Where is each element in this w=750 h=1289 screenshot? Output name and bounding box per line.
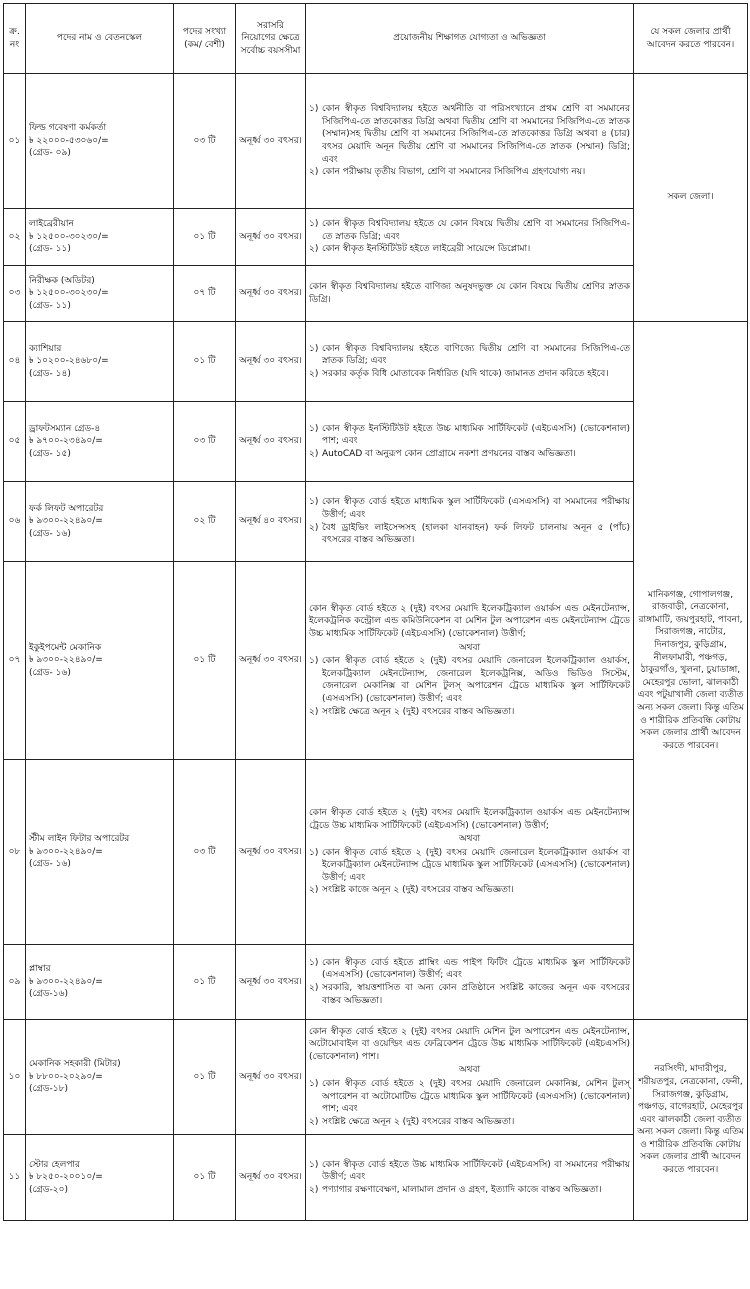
pay-grade: (গ্রেড-১৮) [29, 1084, 68, 1095]
item-text: সংশ্লিষ্ট কাজে অনূন ২ (দুই) বৎসরের বাস্তব অভিজ্ঞতা। [322, 885, 514, 896]
item-text: সংশ্লিষ্ট ক্ষেত্রে অনূন ২ (দুই) বৎসরের বাস্তব অভিজ্ঞতা। [322, 1116, 515, 1127]
post-cell [26, 760, 174, 945]
pay-grade: (গ্রেড- ১১) [29, 244, 71, 255]
job-table [3, 3, 748, 1221]
post-count: ০১ টি [174, 1135, 236, 1221]
serial-number: ০৭ [4, 562, 26, 760]
pay-grade: (গ্রেড- ০৯) [29, 148, 71, 159]
qualification-or: অথবা [458, 642, 481, 653]
age-limit: অনূর্ধ্ব ৩০ বৎসর। [236, 562, 306, 760]
item-number: ২) [309, 244, 319, 255]
item-number: ১) [309, 1159, 319, 1170]
table-row [4, 1020, 748, 1135]
serial-number: ০৬ [4, 482, 26, 562]
qualification-item [309, 847, 630, 885]
qualification-item [309, 1159, 630, 1184]
qualification-cell [306, 562, 634, 760]
item-number: ১) [309, 423, 319, 434]
item-text: কোন স্বীকৃত ইনস্টিটিউট হইতে উচ্চ মাধ্যমিক সার্টিফিকেট (এইচএসসি) (ভোকেশনাল) পাশ; এবং [322, 423, 630, 447]
qualification-cell [306, 266, 634, 322]
item-text: কোন স্বীকৃত ইনস্টিটিউট হইতে লাইব্রেরী সায়েন্সে ডিপ্লোমা। [322, 244, 531, 255]
item-text: কোন স্বীকৃত বোর্ড হইতে প্লাম্বিং এন্ড পাইপ ফিটিং ট্রেডে মাধ্যমিক স্কুল সার্টিফিকেট (এসএসসি) (ভোকেশনাল) উত্তীর্ণ; এবং [322, 957, 630, 981]
post-name: ইকুইপমেন্ট মেকানিক [29, 642, 102, 653]
pay-grade: (গ্রেড- ১১) [29, 300, 71, 311]
item-text: সংশ্লিষ্ট ক্ষেত্রে অনূন ২ (দুই) বৎসরের বাস্তব অভিজ্ঞতা। [322, 706, 515, 717]
qualification-cell [306, 760, 634, 945]
table-row [4, 322, 748, 402]
item-text: কোন স্বীকৃত বিশ্ববিদ্যালয় হইতে বাণিজ্যে দ্বিতীয় শ্রেণি বা সমমানের সিজিপিএ-তে স্নাতক ডিগ্রি; এবং [322, 343, 630, 367]
post-cell [26, 322, 174, 402]
qualification-cell [306, 209, 634, 266]
age-limit: অনূর্ধ্ব ৩০ বৎসর। [236, 209, 306, 266]
pay-grade: (গ্রেড-১৬) [29, 989, 68, 1000]
pay-scale: ৳ ২২০০০-৫৩০৬০/= [29, 135, 109, 146]
item-number: ২) [309, 167, 319, 178]
qualification-item [309, 1116, 630, 1129]
table-body [4, 74, 748, 1221]
post-count: ০১ টি [174, 562, 236, 760]
item-number: ২) [309, 885, 319, 896]
serial-number: ০২ [4, 209, 26, 266]
post-count: ০১ টি [174, 1020, 236, 1135]
item-text: পণ্যাগার রক্ষণাবেক্ষণ, মালামাল প্রদান ও গ্রহণ, ইত্যাদি কাজে বাস্তব অভিজ্ঞতা। [322, 1184, 602, 1195]
item-text: কোন পরীক্ষায় তৃতীয় বিভাগ, শ্রেণি বা সমমানের সিজিপিএ গ্রহণযোগ্য নয়। [322, 167, 586, 178]
post-count: ০২ টি [174, 482, 236, 562]
post-name: ফর্ক লিফট অপারেটর [29, 503, 104, 514]
qualification-cell [306, 1020, 634, 1135]
qualification-item [309, 368, 630, 381]
item-text: কোন স্বীকৃত বিশ্ববিদ্যালয় হইতে অর্থনীতি বা পরিসংখ্যানে প্রথম শ্রেণি বা সমমানের সিজিপিএ-তে স্নাতকোত্তর ডিগ্রি অথবা দ্বিতীয় শ্রেণি বা সমমানের সিজিপিএ-তে স্নাতক (সম্মান)সহ দ্বিতীয় শ্রেণি বা সমমানের সিজিপিএ-তে স্নাতকোত্তর ডিগ্রি অথবা ৪ (চার) বৎসর মেয়াদি অনূন দ্বিতীয় শ্রেণি বা সমমানের সিজিপিএ-তে স্নাতক (সম্মান) ডিগ্রি; এবং [322, 104, 630, 165]
pay-scale: ৳ ১২৫০০-৩০২৩০/= [29, 231, 109, 242]
item-number: ২) [309, 522, 319, 533]
pay-scale: ৳ ৯৩০০-২২৪৯০/= [29, 516, 103, 527]
post-name: স্টীম লাইন ফিটার অপারেটর [29, 834, 130, 845]
header-row [4, 4, 748, 74]
item-text: কোন স্বীকৃত বোর্ড হইতে উচ্চ মাধ্যমিক সার্টিফিকেট (এইচএসসি) বা সমমানের পরীক্ষায় উত্তীর্ণ; এবং [322, 1159, 630, 1183]
item-number: ২) [309, 983, 319, 993]
item-number: ১) [309, 847, 319, 858]
post-cell [26, 1135, 174, 1221]
item-text: কোন স্বীকৃত বোর্ড হইতে মাধ্যমিক স্কুল সার্টিফিকেট (এসএসসি) বা সমমানের পরীক্ষায় উত্তীর্ণ; এবং [322, 497, 630, 520]
item-number: ২) [309, 706, 319, 717]
item-number: ১) [309, 343, 319, 354]
post-count: ০১ টি [174, 945, 236, 1020]
qualification-item [309, 166, 630, 179]
qualification-item [309, 655, 630, 705]
pay-scale: ৳ ৯৩০০-২২৪৯০/= [29, 655, 103, 666]
post-cell [26, 945, 174, 1020]
qualification-item [309, 218, 630, 243]
item-text: কোন স্বীকৃত বোর্ড হইতে ২ (দুই) বৎসর মেয়াদি জেনারেল ইলেকট্রিক্যাল ওয়ার্কস, ইলেকট্রিক্যাল মেইনটেন্যান্স, জেনারেল ইলেকট্রনিক্স, অডিও ভিডিও সিস্টেম, জেনারেল মেকানিক্স বা মেশিন টুলস্ অপারেশন ট্রেডে মাধ্যমিক স্কুল সার্টিফিকেট (এসএসসি) (ভোকেশনাল) উত্তীর্ণ; এবং [322, 656, 630, 704]
item-text: কোন স্বীকৃত বিশ্ববিদ্যালয় হইতে যে কোন বিষয়ে দ্বিতীয় শ্রেণি বা সমমানের সিজিপিএ-তে স্নাতক ডিগ্রি; এবং [322, 219, 630, 242]
age-limit: অনূর্ধ্ব ৩০ বৎসর। [236, 74, 306, 209]
pay-scale: ৳ ৯৩০০-২২৪৯০/= [29, 976, 103, 987]
post-name: ক্যাশিয়ার [29, 343, 62, 354]
qualification-item [309, 448, 630, 461]
qualification-item [309, 243, 630, 256]
post-name: মেকানিক সহকারী (মিটার) [29, 1059, 121, 1070]
item-number: ১) [309, 656, 319, 667]
header-qualification: প্রয়োজনীয় শিক্ষাগত যোগ্যতা ও অভিজ্ঞতা [306, 4, 634, 74]
qualification-item [309, 103, 630, 166]
item-number: ১) [309, 957, 319, 968]
age-limit: অনূর্ধ্ব ৩০ বৎসর। [236, 322, 306, 402]
age-limit: অনূর্ধ্ব ৩০ বৎসর। [236, 266, 306, 322]
qualification-item [309, 957, 630, 982]
item-number: ১) [309, 497, 319, 508]
pay-scale: ৳ ৯৭০০-২৩৪৯০/= [29, 436, 103, 447]
qualification-item [309, 706, 630, 719]
serial-number: ০৪ [4, 322, 26, 402]
districts-group-b: মানিকগঞ্জ, গোপালগঞ্জ, রাজবাড়ী, নেত্রকোনা, রাঙ্গামাটি, জয়পুরহাট, পাবনা, সিরাজগঞ্জ, নাটোর, দিনাজপুর, কুড়িগ্রাম, নীলফামারী, পঞ্চগড়, ঠাকুরগাঁও, খুলনা, চুয়াডাঙ্গা, মেহেরপুর ভোলা, ঝালকাঠী এবং পটুয়াখালী জেলা ব্যতীত অন্য সকল জেলা। কিন্তু এতিম ও শারীরিক প্রতিবন্ধি কোটায় সকল জেলার প্রার্থী আবেদন করতে পারবেন। [634, 322, 748, 1020]
qualification-cell [306, 482, 634, 562]
pay-grade: (গ্রেড- ১৬) [29, 667, 71, 678]
pay-grade: (গ্রেড-২০) [29, 1184, 68, 1195]
qualification-or: অথবা [458, 1065, 481, 1076]
post-cell [26, 1020, 174, 1135]
pay-grade: (গ্রেড- ১৬) [29, 859, 71, 870]
item-number: ২) [309, 368, 319, 379]
item-text: কোন স্বীকৃত বোর্ড হইতে ২ (দুই) বৎসর মেয়াদি জেনারেল ইলেকট্রিক্যাল ওয়ার্কস বা ইলেকট্রিক্যাল মেইনটেন্যান্স ট্রেডে মাধ্যমিক স্কুল সার্টিফিকেট (এসএসসি) (ভোকেশনাল) উত্তীর্ণ; এবং [322, 847, 630, 883]
header-post: পদের নাম ও বেতনস্কেল [26, 4, 174, 74]
age-limit: অনূর্ধ্ব ৪০ বৎসর। [236, 482, 306, 562]
qualification-item [309, 343, 630, 368]
post-cell [26, 74, 174, 209]
post-count: ০৩ টি [174, 402, 236, 482]
qualification-cell [306, 945, 634, 1020]
age-limit: অনূর্ধ্ব ৩০ বৎসর। [236, 402, 306, 482]
post-count: ০৩ টি [174, 74, 236, 209]
item-text: সরকার কর্তৃক বিধি মোতাবেক নির্ধারিত (যদি থাকে) জামানত প্রদান করিতে হইবে। [322, 368, 609, 379]
header-districts: যে সকল জেলার প্রার্থী আবেদন করতে পারবেন। [634, 4, 748, 74]
post-name: লাইব্রেরীয়ান [29, 219, 74, 230]
districts-group-c: নরসিংদী, মাদারীপুর, শরীয়তপুর, নেত্রকোনা, ফেনী, সিরাজগঞ্জ, কুড়িগ্রাম, পঞ্চগড়, বাগেরহাট, মেহেরপুর এবং ঝালকাঠী জেলা ব্যতীত অন্য সকল জেলা। কিন্তু এতিম ও শারীরিক প্রতিবন্ধি কোটায় সকল জেলার প্রার্থী আবেদন করতে পারবেন। [634, 1020, 748, 1221]
item-text: বৈধ ড্রাইভিং লাইসেন্সসহ (হালকা যানবাহন) ফর্ক লিফট চালনায় অনূন ৫ (পাঁচ) বৎসরের বাস্তব অভিজ্ঞতা। [322, 522, 630, 546]
serial-number: ০৩ [4, 266, 26, 322]
post-count: ০৭ টি [174, 266, 236, 322]
post-count: ০১ টি [174, 322, 236, 402]
serial-number: ০১ [4, 74, 26, 209]
serial-number: ০৯ [4, 945, 26, 1020]
post-cell [26, 482, 174, 562]
item-text: AutoCAD বা অনুরূপ কোন প্রোগ্রামে নকশা প্রণয়নের বাস্তব অভিজ্ঞতা। [322, 448, 576, 459]
post-name: ফিল্ড গবেষণা কর্মকর্তা [29, 123, 107, 134]
item-text: কোন স্বীকৃত বোর্ড হইতে ২ (দুই) বৎসর মেয়াদি জেনারেল মেকানিক্স, মেশিন টুলস্ অপারেশন বা অটোমোটিভ ট্রেডে মাধ্যমিক স্কুল সার্টিফিকেট (এসএসসি) (ভোকেশনাল) পাশ; এবং [322, 1079, 630, 1115]
item-number: ২) [309, 448, 319, 459]
table-row [4, 74, 748, 209]
qualification-item [309, 1078, 630, 1116]
qualification-paragraph: কোন স্বীকৃত বোর্ড হইতে ২ (দুই) বৎসর মেয়াদি মেশিন টুল অপারেশন এন্ড মেইনটেন্যান্স, অটোমোবাইল বা ওয়েল্ডিং এন্ড ফেব্রিকেশন ট্রেডে উচ্চ মাধ্যমিক সার্টিফিকেট (এইচএসসি) (ভোকেশনাল) পাশ। [309, 1026, 630, 1062]
age-limit: অনূর্ধ্ব ৩০ বৎসর। [236, 760, 306, 945]
post-name: ড্রাফটসম্যান গ্রেড-৪ [29, 423, 101, 434]
post-name: নিরীক্ষক (অডিটর) [29, 275, 95, 286]
item-number: ১) [309, 104, 319, 115]
qualification-item [309, 982, 630, 1007]
qualification-paragraph: কোন স্বীকৃত বোর্ড হইতে ২ (দুই) বৎসর মেয়াদি ইলেকট্রিক্যাল ওয়ার্কস এন্ড মেইনটেন্যান্স ট্রেডে উচ্চ মাধ্যমিক সার্টিফিকেট (এইচএসসি) (ভোকেশনাল) উত্তীর্ণ; [309, 807, 630, 831]
qualification-cell [306, 74, 634, 209]
header-count: পদের সংখ্যা (কম/ বেশী) [174, 4, 236, 74]
post-name: প্লাম্বার [29, 964, 51, 975]
item-number: ২) [309, 1184, 319, 1195]
pay-grade: (গ্রেড- ১৫) [29, 448, 71, 459]
age-limit: অনূর্ধ্ব ৩০ বৎসর। [236, 1135, 306, 1221]
qualification-paragraph: কোন স্বীকৃত বোর্ড হইতে ২ (দুই) বৎসর মেয়াদি ইলেকট্রিক্যাল ওয়ার্কস এন্ড মেইনটেন্যান্স, ইলেকট্রনিক কন্ট্রোল এন্ড কমিউনিকেশন বা মেশিন টুল অপারেশন এন্ড মেইনটেন্যান্স ট্রেডে উচ্চ মাধ্যমিক সার্টিফিকেট (এইচএসসি) (ভোকেশনাল) উত্তীর্ণ; [309, 603, 630, 640]
pay-scale: ৳ ৮২৫০-২০০১০/= [29, 1172, 103, 1183]
serial-number: ০৫ [4, 402, 26, 482]
item-number: ১) [309, 1079, 319, 1089]
header-sl: ক্র. নং [4, 4, 26, 74]
post-cell [26, 209, 174, 266]
qualification-item [309, 884, 630, 897]
age-limit: অনূর্ধ্ব ৩০ বৎসর। [236, 1020, 306, 1135]
qualification-or: অথবা [458, 834, 481, 845]
qualification-item [309, 496, 630, 521]
serial-number: ০৮ [4, 760, 26, 945]
pay-scale: ৳ ১০২০০-২৪৬৮০/= [29, 356, 109, 367]
qualification-item [309, 522, 630, 547]
qualification-item [309, 423, 630, 448]
item-number: ১) [309, 219, 319, 230]
qualification-item [309, 1184, 630, 1197]
pay-scale: ৳ ১২৫০০-৩০২৩০/= [29, 288, 109, 299]
post-cell [26, 266, 174, 322]
age-limit: অনূর্ধ্ব ৩০ বৎসর। [236, 945, 306, 1020]
qualification-cell [306, 1135, 634, 1221]
qualification-cell [306, 322, 634, 402]
post-name: স্টোর হেলপার [29, 1159, 80, 1170]
post-cell [26, 402, 174, 482]
post-count: ০১ টি [174, 209, 236, 266]
item-text: সরকারি, স্বায়ত্তশাসিত বা অন্য কোন প্রতিষ্ঠানে সংশ্লিষ্ট কাজের অনূন এক বৎসরের বাস্তব অভিজ্ঞতা। [322, 983, 630, 1006]
item-number: ২) [309, 1116, 319, 1127]
pay-grade: (গ্রেড- ১৬) [29, 528, 71, 539]
pay-grade: (গ্রেড- ১৪) [29, 368, 71, 379]
pay-scale: ৳ ৮৮০০-২০২৯০/= [29, 1071, 103, 1082]
districts-all: সকল জেলা। [634, 74, 748, 322]
post-count: ০৩ টি [174, 760, 236, 945]
header-age: সরাসরি নিয়োগের ক্ষেত্রে সর্বোচ্চ বয়সসীমা [236, 4, 306, 74]
serial-number: ১১ [4, 1135, 26, 1221]
pay-scale: ৳ ৯৩০০-২২৪৯০/= [29, 846, 103, 857]
qualification-paragraph: কোন স্বীকৃত বিশ্ববিদ্যালয় হইতে বাণিজ্য অনুষদভুক্ত যে কোন বিষয়ে দ্বিতীয় শ্রেণির স্নাতক ডিগ্রি। [309, 281, 630, 305]
post-cell [26, 562, 174, 760]
qualification-cell [306, 402, 634, 482]
serial-number: ১০ [4, 1020, 26, 1135]
